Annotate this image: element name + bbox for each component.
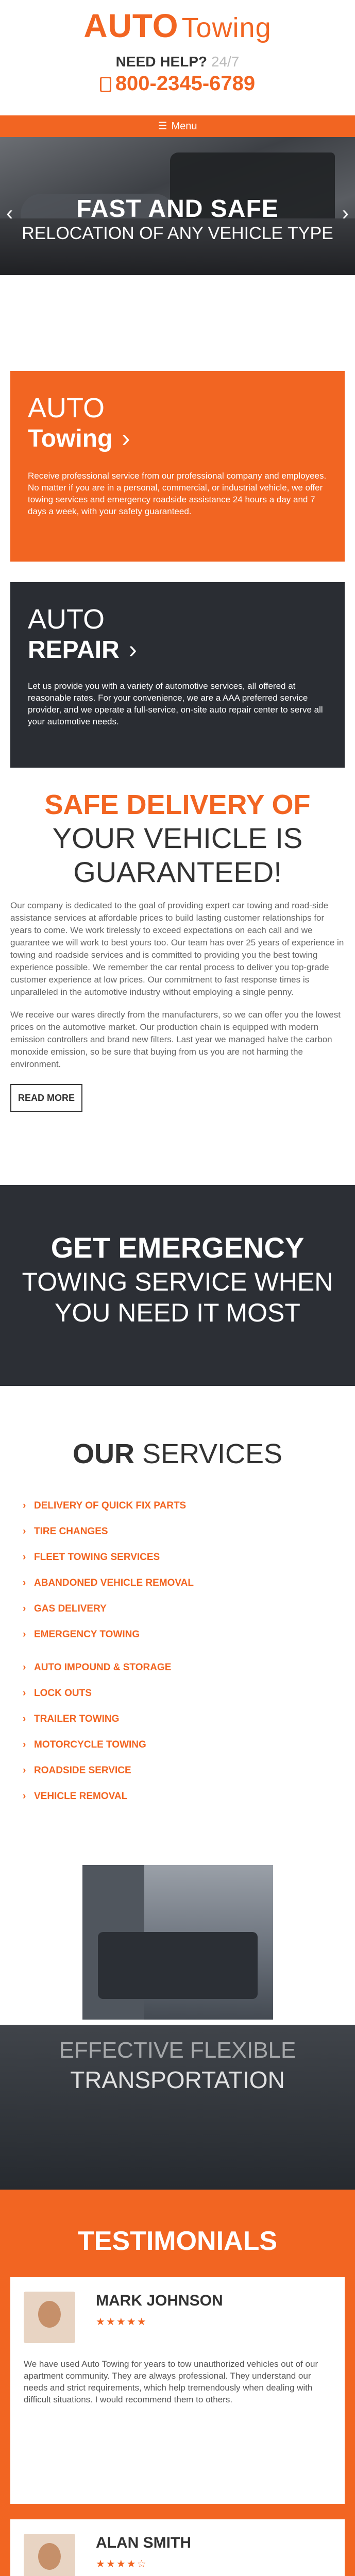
delivery-heading: SAFE DELIVERY OF bbox=[44, 789, 311, 820]
hero-subtitle: RELOCATION OF ANY VEHICLE TYPE bbox=[22, 224, 333, 243]
service-link[interactable]: › ABANDONED VEHICLE REMOVAL bbox=[21, 1575, 334, 1601]
delivery-paragraph-2: We receive our wares directly from the manufacturers, so we can offer you the lowest prices on the automotive market. Our production chain is equipped with modern emission controllers and brand new filters. Last year we managed halve the carbon monoxide emission, so be sure that buying from us you are not harming the environment. bbox=[10, 1010, 341, 1069]
need-help bbox=[0, 54, 355, 70]
read-more-button[interactable]: READ MORE bbox=[10, 1084, 82, 1112]
effective-line-1: EFFECTIVE FLEXIBLE bbox=[59, 2038, 296, 2063]
avatar bbox=[24, 2292, 75, 2343]
services-title-a: OUR bbox=[72, 1438, 134, 1469]
delivery-section bbox=[10, 788, 345, 1112]
auto-towing-title: AUTO bbox=[28, 393, 105, 423]
slider-next-icon[interactable]: › bbox=[342, 202, 349, 225]
menu-toggle[interactable] bbox=[0, 115, 355, 137]
services-image bbox=[82, 1865, 273, 2020]
services-image-truck bbox=[98, 1932, 258, 1999]
slider-prev-icon[interactable]: ‹ bbox=[6, 202, 13, 225]
auto-towing-block[interactable] bbox=[10, 371, 345, 562]
avatar bbox=[24, 2534, 75, 2576]
service-link[interactable]: › GAS DELIVERY bbox=[21, 1601, 334, 1627]
header-phone[interactable] bbox=[0, 72, 355, 95]
hours-label: 24/7 bbox=[211, 54, 240, 70]
auto-towing-subtitle bbox=[28, 423, 327, 454]
header-phone-number: 800-2345-6789 bbox=[115, 72, 256, 95]
rating-stars-icon: ★★★★☆ bbox=[96, 2558, 147, 2570]
header bbox=[0, 0, 355, 115]
logo-sub: Towing bbox=[181, 12, 272, 43]
service-link[interactable]: › DELIVERY OF QUICK FIX PARTS bbox=[21, 1498, 334, 1524]
testimonials-title: TESTIMONIALS bbox=[77, 2226, 278, 2256]
service-link[interactable]: › VEHICLE REMOVAL bbox=[21, 1789, 334, 1815]
services-title bbox=[21, 1437, 334, 1470]
chevron-right-icon: › bbox=[128, 636, 137, 664]
hero-slider bbox=[0, 137, 355, 275]
service-link[interactable]: › AUTO IMPOUND & STORAGE bbox=[21, 1660, 334, 1686]
emergency-subtitle: TOWING SERVICE WHEN YOU NEED IT MOST bbox=[22, 1267, 333, 1327]
service-link[interactable]: › ROADSIDE SERVICE bbox=[21, 1763, 334, 1789]
delivery-paragraph-1: Our company is dedicated to the goal of providing expert car towing and road-side assistance services at affordable prices to build lasting customer relationships for years to come. We work tirelessly to exceed expectations on each call and we guarantee we will work to best yours too. Our team has over 25 years of experience in towing and roadside services and is committed to providing you the best towing experience possible. We remember the car rental process to deliver you top-grade customer experience at low prices. Our commitment to fast response times is unparalleled in the automotive industry without employing a single penny. bbox=[10, 901, 344, 997]
effective-band bbox=[0, 2025, 355, 2190]
hero-title: FAST AND SAFE bbox=[76, 195, 279, 223]
logo-main: AUTO bbox=[83, 7, 179, 44]
auto-towing-text: Receive professional service from our professional company and employees. No matter if you are in a personal, commercial, or industrial vehicle, we offer towing services and emergency roadside assistance 24 hours a day and 7 days a week, with your safety guaranteed. bbox=[28, 471, 327, 516]
emergency-band bbox=[0, 1185, 355, 1386]
service-link[interactable]: › FLEET TOWING SERVICES bbox=[21, 1550, 334, 1575]
services-list bbox=[21, 1498, 334, 1815]
chevron-right-icon: › bbox=[122, 425, 130, 452]
testimonial-text: We have used Auto Towing for years to tow unauthorized vehicles out of our apartment community. They are always professional. They understand our needs and strict requirements, which help tremendously when dealing with difficult situations. I would recommend them to others. bbox=[24, 2359, 318, 2404]
services-title-b: SERVICES bbox=[142, 1438, 283, 1469]
testimonial-name: MARK JOHNSON bbox=[96, 2292, 223, 2309]
service-link[interactable]: › LOCK OUTS bbox=[21, 1686, 334, 1711]
services-section bbox=[0, 1437, 355, 1815]
service-link[interactable]: › TRAILER TOWING bbox=[21, 1711, 334, 1737]
service-link[interactable]: › MOTORCYCLE TOWING bbox=[21, 1737, 334, 1763]
testimonial-card bbox=[10, 2519, 345, 2576]
effective-line-2: TRANSPORTATION bbox=[70, 2066, 285, 2093]
auto-repair-title: AUTO bbox=[28, 604, 105, 635]
emergency-title: GET EMERGENCY bbox=[50, 1231, 305, 1264]
logo[interactable] bbox=[0, 9, 355, 44]
menu-label: Menu bbox=[171, 121, 197, 132]
need-help-label: NEED HELP? bbox=[115, 54, 208, 70]
phone-icon bbox=[100, 77, 111, 92]
auto-repair-subtitle-text: REPAIR bbox=[28, 636, 120, 664]
delivery-subheading: YOUR VEHICLE IS GUARANTEED! bbox=[52, 822, 303, 888]
rating-stars-icon: ★★★★★ bbox=[96, 2316, 147, 2328]
auto-repair-text: Let us provide you with a variety of automotive services, all offered at reasonable rates. For your convenience, we are a AAA preferred service provider, and we operate a full-service, on-site auto repair center to serve all your automotive needs. bbox=[28, 681, 323, 726]
testimonials-section bbox=[0, 2190, 355, 2576]
testimonial-card bbox=[10, 2277, 345, 2504]
auto-towing-subtitle-text: Towing bbox=[28, 425, 113, 452]
testimonial-name: ALAN SMITH bbox=[96, 2534, 191, 2551]
service-link[interactable]: › EMERGENCY TOWING bbox=[21, 1627, 334, 1653]
service-link[interactable]: › TIRE CHANGES bbox=[21, 1524, 334, 1550]
auto-repair-subtitle bbox=[28, 635, 327, 666]
auto-repair-block[interactable] bbox=[10, 582, 345, 768]
menu-icon: ☰ bbox=[158, 121, 167, 132]
